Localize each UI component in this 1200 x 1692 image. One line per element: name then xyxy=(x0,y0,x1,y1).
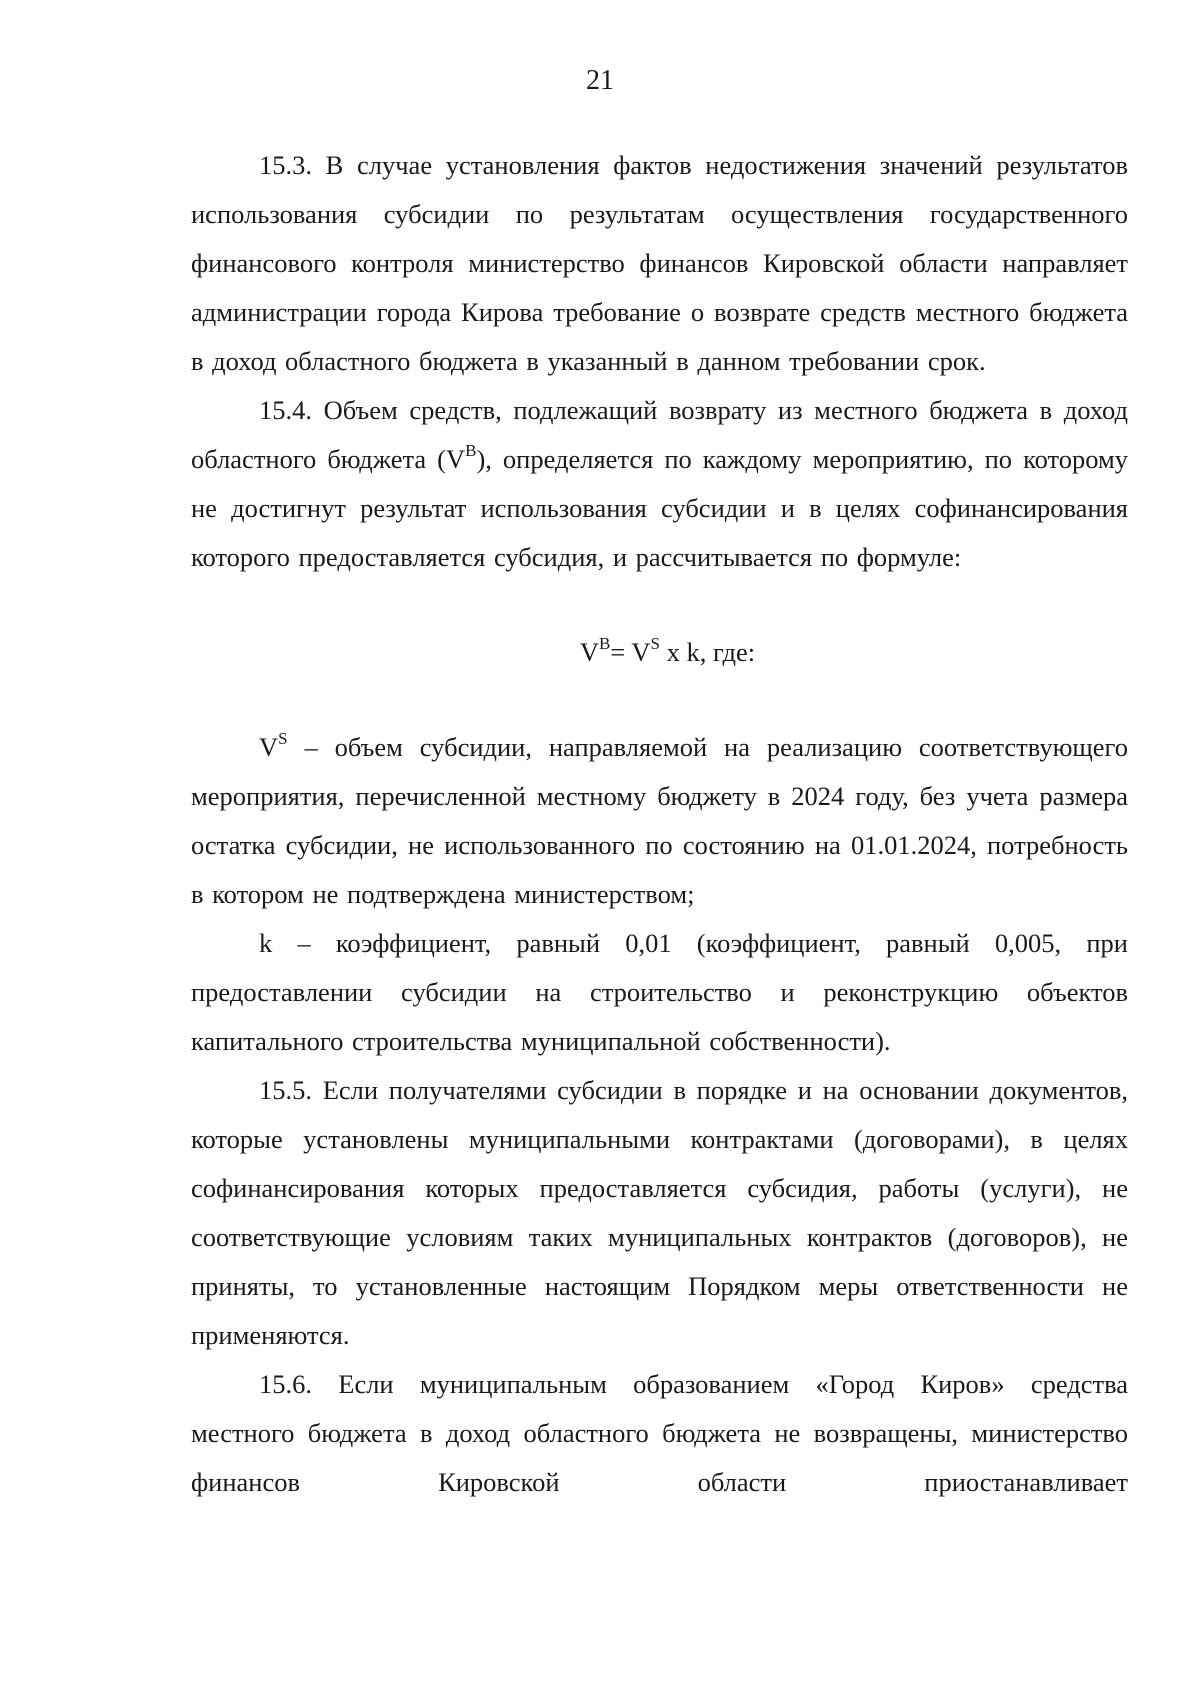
paragraph-15-4-text-end: ), определяется по каждому мероприятию, по которому не достигнут результат использования субсидии и в целях софинансирования которого предоставляется субсидия, и рассчитывается по формуле: xyxy=(191,444,1129,572)
superscript-b: B xyxy=(465,441,477,461)
definition-vs-superscript: S xyxy=(278,729,288,749)
formula-lhs: V xyxy=(579,637,599,667)
formula xyxy=(191,628,1128,677)
definition-k: k – коэффициент, равный 0,01 (коэффициент, равный 0,005, при предоставлении субсидии на строительство и реконструкцию объектов капитального строительства муниципальной собственности). xyxy=(191,928,1128,1056)
paragraph-15-4-text-start: 15.4. Объем средств, подлежащий возврату из местного бюджета в доход областного бюджета (V xyxy=(191,395,1128,474)
document-body xyxy=(191,141,1128,1507)
definition-vs-text: – объем субсидии, направляемой на реализацию соответствующего мероприятия, перечисленной местному бюджету в 2024 году, без учета размера остатка субсидии, не использованного по состоянию на 01.01.2024, потребность в котором не подтверждена министерством; xyxy=(191,732,1128,909)
formula-equals: = V xyxy=(610,637,651,667)
paragraph-15-3: 15.3. В случае установления фактов недостижения значений результатов использования субсидии по результатам осуществления государственного финансового контроля министерство финансов Кировской области направляет администрации города Кирова требование о возврате средств местного бюджета в доход областного бюджета в указанный в данном требовании срок. xyxy=(191,150,1128,376)
paragraph-15-4 xyxy=(191,386,1128,582)
definition-vs xyxy=(191,723,1128,919)
formula-rhs-superscript: S xyxy=(650,634,660,654)
paragraph-15-5: 15.5. Если получателями субсидии в порядке и на основании документов, которые установлены муниципальными контрактами (договорами), в целях софинансирования которых предоставляется субсидия, работы (услуги), не соответствующие условиям таких муниципальных контрактов (договоров), не приняты, то установленные настоящим Порядком меры ответственности не применяются. xyxy=(191,1075,1128,1350)
formula-lhs-superscript: B xyxy=(598,634,611,654)
definition-vs-symbol: V xyxy=(259,732,279,762)
paragraph-15-6: 15.6. Если муниципальным образованием «Город Киров» средства местного бюджета в доход областного бюджета не возвращены, министерство финансов Кировской области приостанавливает xyxy=(191,1369,1128,1497)
formula-tail: x k, где: xyxy=(660,637,756,667)
page-number: 21 xyxy=(586,65,614,96)
